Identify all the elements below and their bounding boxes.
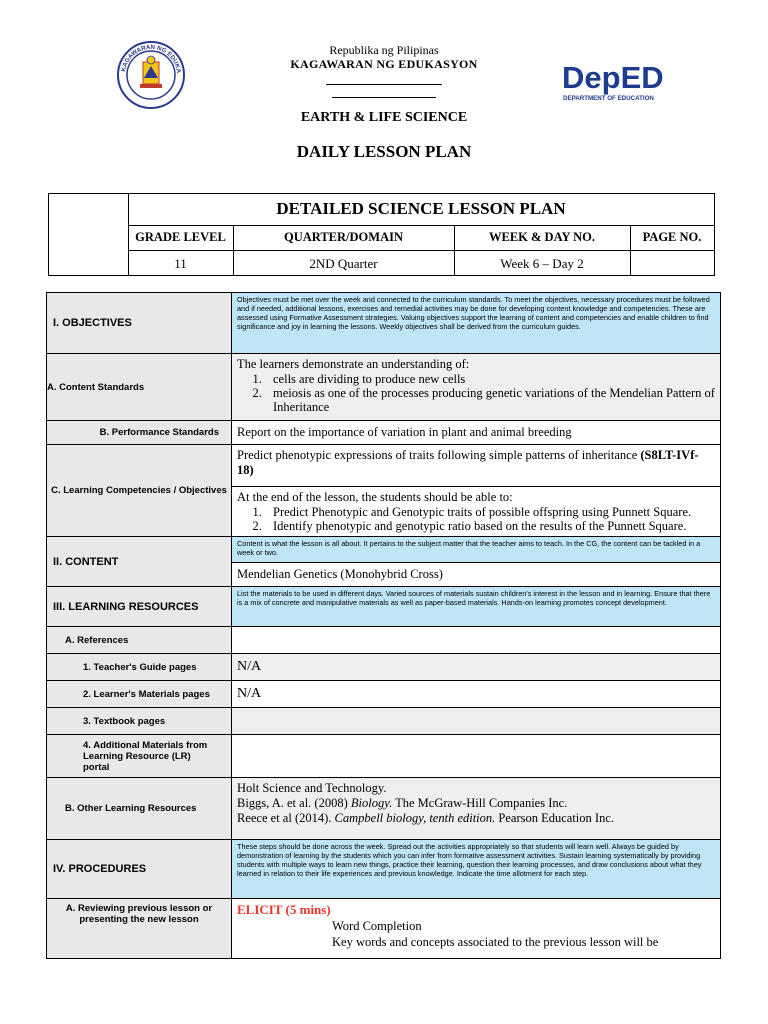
textbook-label: 3. Textbook pages: [47, 708, 232, 735]
objectives-row: [47, 293, 721, 354]
subject-title: EARTH & LIFE SCIENCE: [300, 110, 468, 125]
review-label: A. Reviewing previous lesson or presenting the new lesson: [47, 899, 232, 959]
lr-portal-label: 4. Additional Materials from Learning Resource (LR) portal: [47, 735, 232, 778]
performance-standards-value: Report on the importance of variation in plant and animal breeding: [232, 421, 721, 445]
competency-code: (S8LT-IVf-18): [237, 448, 699, 477]
lr-portal-row: [47, 735, 721, 778]
learning-resources-label: III. LEARNING RESOURCES: [47, 587, 232, 627]
col-quarter-domain: QUARTER/DOMAIN: [283, 230, 403, 244]
content-standards-label: A. Content Standards: [47, 354, 232, 421]
learners-materials-row: [47, 681, 721, 708]
teachers-guide-row: [47, 654, 721, 681]
learners-materials-label: 2. Learner's Materials pages: [47, 681, 232, 708]
textbook-value: [232, 708, 721, 735]
content-label: II. CONTENT: [47, 537, 232, 587]
objectives-note: Objectives must be met over the week and connected to the curriculum standards. To meet the objectives, necessary procedures must be followed and if needed, additional lessons, exercises and remedial activities may be done for developing content knowledge and competencies. These are assessed using Formative Assessment strategies. Valuing objectives support the learning of content and competencies and enable children to find significance and joy in learning the lessons. Weekly objectives shall be derived from the curriculum guides.: [232, 293, 721, 354]
list-item: 1. cells are dividing to produce new cells: [265, 372, 715, 386]
grade-level-value: 11: [174, 256, 187, 271]
procedures-row: [47, 840, 721, 899]
header-rule-2: [332, 97, 436, 98]
lesson-objectives: [232, 487, 721, 537]
resource-holt: Holt Science and Technology.: [237, 781, 387, 795]
other-resources-value: [232, 778, 721, 840]
objectives-label: I. OBJECTIVES: [47, 293, 232, 354]
content-standards-value: [232, 354, 721, 421]
other-resources-row: [47, 778, 721, 840]
teachers-guide-label: 1. Teacher's Guide pages: [47, 654, 232, 681]
textbook-row: [47, 708, 721, 735]
learning-resources-row: [47, 587, 721, 627]
procedures-note: These steps should be done across the week. Spread out the activities appropriately so that students will learn well. Always be guided by demonstration of learning by the students which you can infer from formative assessment activities. Sustain learning systematically by providing students with multiple ways to learn new things, practice their learning, question their learning processes, and draw conclusions about what they learned in relation to their life experiences and previous knowledge. Indicate the time allotment for each step.: [232, 840, 721, 899]
content-note-row: [47, 537, 721, 563]
references-value: [232, 627, 721, 654]
references-row: [47, 627, 721, 654]
review-row: [47, 899, 721, 959]
svg-text:DepED: DepED: [562, 60, 664, 95]
competency-row: [47, 445, 721, 487]
content-value: Mendelian Genetics (Monohybrid Cross): [232, 563, 721, 587]
elicit-heading: ELICIT (5 mins): [237, 902, 331, 917]
references-label: A. References: [47, 627, 232, 654]
content-standards-intro: The learners demonstrate an understanding of:: [237, 357, 470, 371]
col-page-no: PAGE NO.: [642, 230, 702, 244]
content-note: Content is what the lesson is all about. It pertains to the subject matter that the teacher aims to teach. In the CG, the content can be tackled in a week or two.: [232, 537, 721, 563]
content-standards-row: [47, 354, 721, 421]
list-item: 2. Identify phenotypic and genotypic ratio based on the results of the Punnett Square.: [265, 519, 715, 533]
document-title: DAILY LESSON PLAN: [296, 142, 472, 161]
republika-text: Republika ng Pilipinas: [329, 43, 439, 57]
review-value: [232, 899, 721, 959]
procedures-label: IV. PROCEDURES: [47, 840, 232, 899]
quarter-value: 2ND Quarter: [309, 256, 378, 271]
competency-description: Predict phenotypic expressions of traits following simple patterns of inheritance: [237, 448, 638, 462]
learners-materials-value: N/A: [232, 681, 721, 708]
competency-text: [232, 445, 721, 487]
svg-text:KAGAWARAN NG EDUKASYON: KAGAWARAN NG EDUKA: [120, 43, 182, 74]
svg-text:DEPARTMENT OF EDUCATION: DEPARTMENT OF EDUCATION: [563, 95, 654, 102]
lesson-objectives-intro: At the end of the lesson, the students should be able to:: [237, 490, 513, 504]
lr-portal-value: [232, 735, 721, 778]
col-grade-level: GRADE LEVEL: [135, 230, 226, 244]
list-item: 1. Predict Phenotypic and Genotypic traits of possible offspring using Punnett Square.: [265, 505, 715, 519]
col-week-day: WEEK & DAY NO.: [488, 230, 596, 244]
activity-description: Key words and concepts associated to the previous lesson will be: [332, 935, 659, 949]
deped-logo: [560, 55, 668, 107]
performance-standards-label: B. Performance Standards: [47, 421, 232, 445]
resource-biggs: Biggs, A. et al. (2008) Biology. The McGraw-Hill Companies Inc.: [237, 796, 568, 810]
resource-reece: Reece et al (2014). Campbell biology, tenth edition. Pearson Education Inc.: [237, 811, 614, 825]
week-day-value: Week 6 – Day 2: [500, 256, 584, 271]
activity-name: Word Completion: [332, 919, 422, 933]
lesson-plan-table: [46, 292, 721, 959]
info-table-title: DETAILED SCIENCE LESSON PLAN: [276, 199, 566, 218]
teachers-guide-value: N/A: [232, 654, 721, 681]
agency-name: KAGAWARAN NG EDUKASYON: [290, 57, 478, 71]
other-resources-label: B. Other Learning Resources: [47, 778, 232, 840]
list-item: 2. meiosis as one of the processes producing genetic variations of the Mendelian Pattern of Inheritance: [265, 386, 715, 414]
header-rule-1: [326, 84, 442, 85]
performance-standards-row: [47, 421, 721, 445]
lesson-info-table: [48, 193, 715, 276]
learning-resources-note: List the materials to be used in different days. Varied sources of materials sustain children's interest in the lesson and in learning. Ensure that there is a mix of concrete and manipulative materials as well as paper-based materials. Hands-on learning promotes concept development.: [232, 587, 721, 627]
competencies-label: C. Learning Competencies / Objectives: [47, 445, 232, 537]
